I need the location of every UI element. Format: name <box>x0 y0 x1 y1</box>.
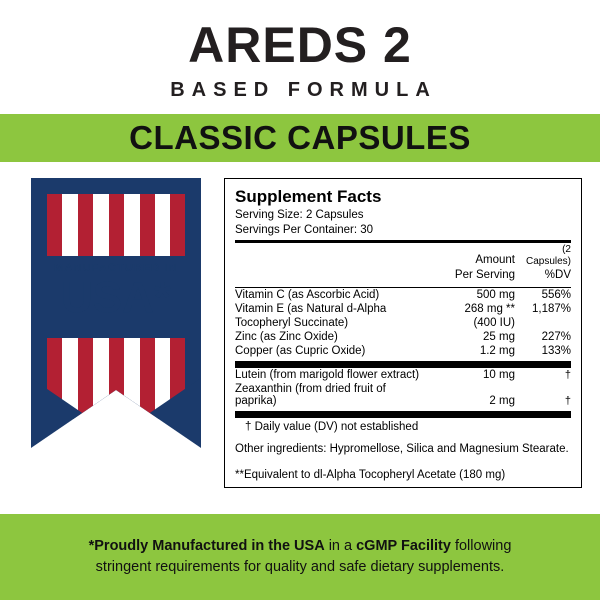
nutrient-dv: † <box>564 394 571 407</box>
nutrient-amount: 10 mg <box>483 368 515 381</box>
nutrient-name: Copper (as Cupric Oxide) <box>235 344 366 357</box>
nutrient-amount: 500 mg <box>476 288 515 301</box>
nutrient-dv: † <box>564 368 571 381</box>
nutrient-name: Vitamin C (as Ascorbic Acid) <box>235 288 380 301</box>
servings-per-container: Servings Per Container: 30 <box>235 223 374 236</box>
nutrient-name: Zeaxanthin (from dried fruit of paprika) <box>235 382 386 407</box>
nutrient-name: Zinc (as Zinc Oxide) <box>235 330 338 343</box>
divider-bottom <box>235 411 571 418</box>
table-row <box>235 330 571 344</box>
nutrient-name-cont: Tocopheryl Succinate) <box>235 316 349 329</box>
footer-line-2: stringent requirements for quality and safe dietary supplements. <box>95 559 505 575</box>
table-row <box>235 302 571 316</box>
footer-line-1 <box>89 536 512 557</box>
footer-emphasis-usa: *Proudly Manufactured in the USA <box>88 537 325 554</box>
nutrient-amount-cont: (400 IU) <box>473 316 515 329</box>
nutrient-dv-cont <box>519 316 571 330</box>
badge-line-1: MANUFACTURED IN <box>54 262 178 274</box>
divider-mid <box>235 361 571 368</box>
nutrient-dv: 1,187% <box>531 302 571 315</box>
nutrient-amount: 268 mg ** <box>464 302 515 315</box>
equivalent-note: **Equivalent to dl-Alpha Tocopheryl Acetate (180 mg) <box>235 469 506 482</box>
footer-text-mid: in a <box>324 537 357 554</box>
header-amount-line2: Per Serving <box>454 269 515 282</box>
nutrient-dv: 133% <box>541 344 571 357</box>
header-dv-line2: %DV <box>544 269 571 282</box>
table-row <box>235 288 571 302</box>
nutrient-amount: 2 mg <box>489 394 515 407</box>
dv-footnote: † Daily value (DV) not established <box>245 420 419 433</box>
nutrient-amount: 1.2 mg <box>479 344 515 357</box>
brand-subtitle: BASED FORMULA <box>170 79 437 101</box>
nutrient-amount: 25 mg <box>483 330 515 343</box>
supplement-facts-title: Supplement Facts <box>235 187 382 206</box>
nutrient-name: Vitamin E (as Natural d-Alpha <box>235 302 387 315</box>
header-amount-line1: Amount <box>475 254 515 267</box>
nutrient-table-secondary <box>235 368 571 408</box>
product-type-band <box>0 114 600 162</box>
footer-emphasis-cgmp: cGMP Facility <box>356 537 451 554</box>
table-row <box>235 316 571 330</box>
footer-text-end: following <box>450 537 512 554</box>
header-dv-line1: (2 Capsules) <box>525 244 571 267</box>
label-body <box>0 162 600 492</box>
table-row <box>235 382 571 408</box>
table-row <box>235 368 571 382</box>
nutrient-dv: 556% <box>541 288 571 301</box>
product-type-label: CLASSIC CAPSULES <box>129 119 471 156</box>
table-row <box>235 344 571 358</box>
nutrient-dv: 227% <box>541 330 571 343</box>
other-ingredients: Other ingredients: Hypromellose, Silica and Magnesium Stearate. <box>235 442 569 455</box>
page-title: AREDS 2 <box>188 17 412 73</box>
facts-header-table <box>235 243 571 283</box>
badge-line-2: USA* <box>60 273 172 322</box>
serving-size: Serving Size: 2 Capsules <box>235 208 364 221</box>
nutrient-name: Lutein (from marigold flower extract) <box>235 368 420 381</box>
nutrient-table-primary <box>235 288 571 358</box>
footer-text-block <box>0 514 600 600</box>
usa-banner-icon <box>31 178 201 448</box>
label-header <box>0 0 600 102</box>
supplement-facts-panel <box>224 178 582 488</box>
made-in-usa-badge <box>18 176 214 448</box>
